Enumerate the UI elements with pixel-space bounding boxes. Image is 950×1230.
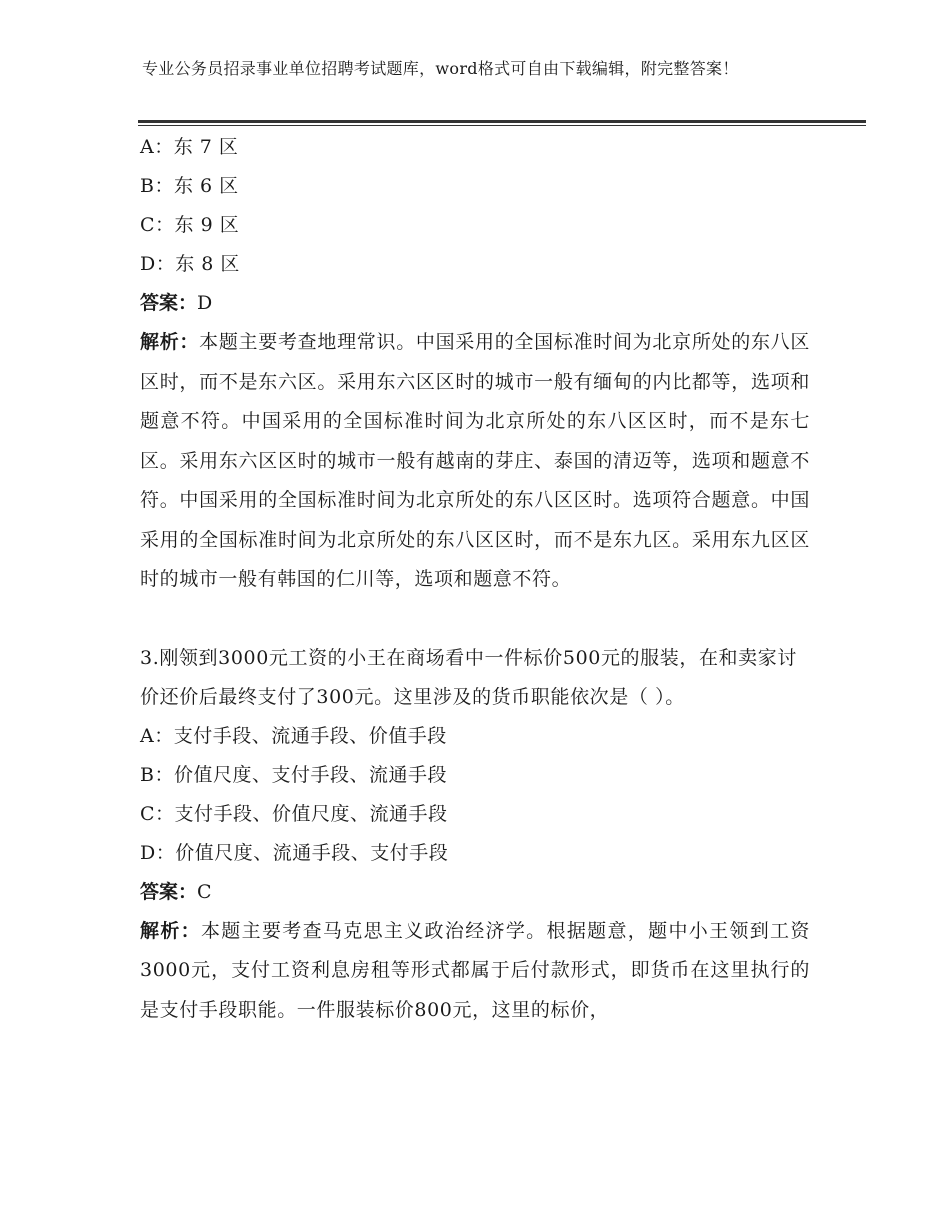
question-3-option-b: B：价值尺度、支付手段、流通手段 xyxy=(140,763,447,786)
question-3-answer xyxy=(140,873,810,912)
question-3-block xyxy=(140,639,810,1031)
question-3-option-a: A：支付手段、流通手段、价值手段 xyxy=(140,724,447,747)
question-2-option-b: B：东 6 区 xyxy=(140,175,239,197)
analysis-text: 本题主要考查地理常识。中国采用的全国标准时间为北京所处的东八区区时，而不是东六区。采用东六区区时的城市一般有缅甸的内比都等，选项和题意不符。中国采用的全国标准时间为北京所处的东八区区时，而不是东七区。采用东六区区时的城市一般有越南的芽庄、泰国的清迈等，选项和题意不符。中国采用的全国标准时间为北京所处的东八区区时。选项符合题意。中国采用的全国标准时间为北京所处的东八区区时，而不是东九区。采用东九区区时的城市一般有韩国的仁川等，选项和题意不符。 xyxy=(140,331,810,590)
answer-label: 答案： xyxy=(140,880,198,903)
question-3-option-c: C：支付手段、价值尺度、流通手段 xyxy=(140,802,448,825)
analysis-label: 解析： xyxy=(140,331,200,353)
document-body xyxy=(140,128,810,1030)
question-2-block xyxy=(140,128,810,600)
question-2-option-c: C：东 9 区 xyxy=(140,214,240,236)
question-3-analysis xyxy=(140,912,810,1031)
header-divider-thin xyxy=(138,125,866,126)
answer-value: C xyxy=(197,880,212,903)
answer-label: 答案： xyxy=(140,292,198,314)
question-2-answer xyxy=(140,284,810,323)
question-2-option-d: D：东 8 区 xyxy=(140,253,240,275)
page-header: 专业公务员招录事业单位招聘考试题库，word格式可自由下载编辑，附完整答案！ xyxy=(142,59,739,78)
analysis-text: 本题主要考查马克思主义政治经济学。根据题意，题中小王领到工资3000元，支付工资利息房租等形式都属于后付款形式，即货币在这里执行的是支付手段职能。一件服装标价800元，这里的标价， xyxy=(140,919,810,1021)
answer-value: D xyxy=(197,292,213,314)
header-divider xyxy=(138,120,866,123)
question-2-analysis xyxy=(140,323,810,600)
question-3-stem: 3.刚领到3000元工资的小王在商场看中一件标价500元的服装，在和卖家讨价还价后最终支付了300元。这里涉及的货币职能依次是（ ）。 xyxy=(140,646,797,708)
question-3-option-d: D：价值尺度、流通手段、支付手段 xyxy=(140,841,449,864)
question-2-option-a: A：东 7 区 xyxy=(140,136,239,158)
analysis-label: 解析： xyxy=(140,919,201,942)
